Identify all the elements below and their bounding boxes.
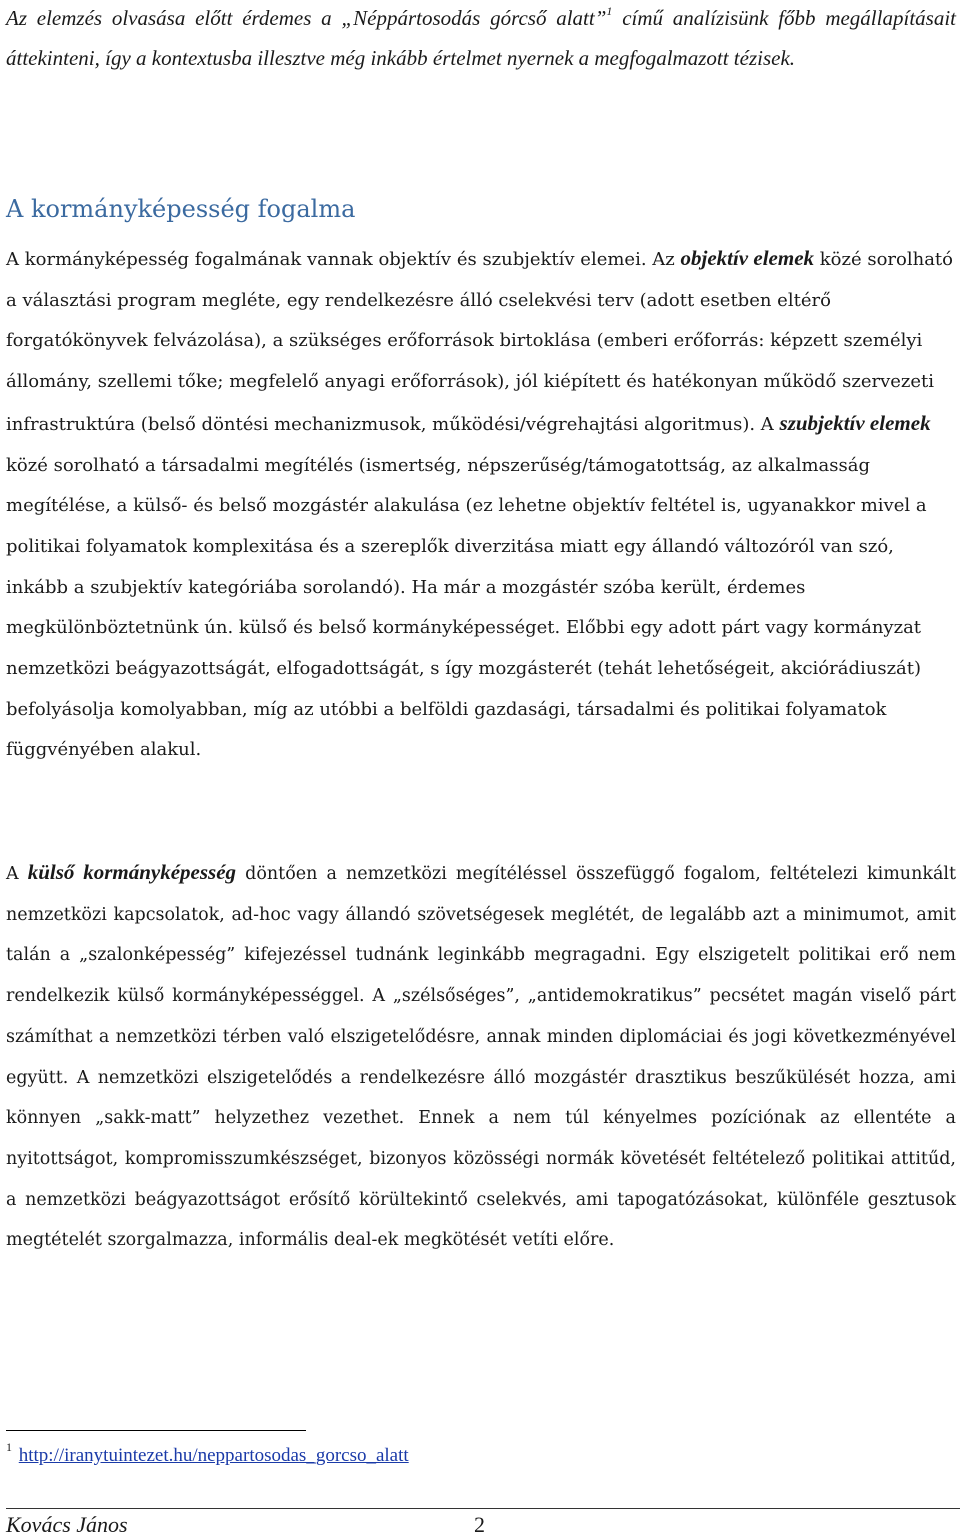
paragraph2-text: döntően a nemzetközi megítéléssel összefüggő fogalom, feltételezi kimunkált nemzetközi kapcsolatok, ad-hoc vagy állandó szövetségesek meglétét, de legalább azt a minimumot, amit talán a „szalonképesség” kifejezéssel tudnánk leginkább megragadni. Egy elszigetelt politikai erő nem rendelkezik külső kormányképességgel. A „szélsőséges”, „antidemokratikus” pecsétet magán viselő párt számíthat a nemzetközi térben való elszigetelődésre, annak minden diplomáciai és jogi következményével együtt. A nemzetközi elszigetelődés a rendelkezésre álló mozgástér drasztikus beszűkülését hozza, ami könnyen „sakk-matt” helyzethez vezethet. Ennek a nem túl kényelmes pozíciónak az ellentéte a nyitottságot, kompromisszumkészséget, bizonyos közösségi normák követését feltételező politikai attitűd, a nemzetközi beágyazottságot erősítő körültekintő cselekvés, ami tapogatózásokat, különféle gesztusok megtételét szorgalmazza, informális deal-ek megkötését vetíti előre. <box>6 864 957 1251</box>
paragraph1-text: közé sorolható a választási program megléte, egy rendelkezésre álló cselekvési terv (adott esetben eltérő forgatókönyvek felvázolása), a szükséges erőforrások birtoklása (emberi erőforrás: képzett személyi állomány, szellemi tőke; megfelelő anyagi erőforrások), jól kiépített és hatékonyan működő szervezeti infrastruktúra (belső döntési mechanizmusok, működési/végrehajtási algoritmus). A <box>6 249 954 435</box>
footnote-separator <box>6 1430 306 1431</box>
lead-text: A kormányképesség fogalmának vannak objektív és szubjektív elemei. Az <box>6 249 681 270</box>
page-number: 2 <box>474 1512 485 1537</box>
paragraph2-lead: A <box>6 864 28 884</box>
intro-paragraph <box>6 0 956 78</box>
footnote <box>6 1440 409 1467</box>
footer-author: Kovács János <box>6 1512 128 1537</box>
paragraph1-text-continued: közé sorolható a társadalmi megítélés (ismertség, népszerűség/támogatottság, az alkalmasság megítélése, a külső- és belső mozgástér alakulása (ez lehetne objektív feltétel is, ugyanakkor mivel a politikai folyamatok komplexitása és a szereplők diverzitása miatt egy állandó változóról van szó, inkább a szubjektív kategóriába sorolandó). Ha már a mozgástér szóba került, érdemes megkülönböztetnünk ún. külső és belső kormányképességet. Előbbi egy adott párt vagy kormányzat nemzetközi beágyazottságát, elfogadottságát, s így mozgásterét (tehát lehetőségeit, akciórádiuszát) befolyásolja komolyabban, míg az utóbbi a belföldi gazdasági, társadalmi és politikai folyamatok függvényében alakul. <box>6 454 927 761</box>
paragraph-external-capability <box>6 852 956 1261</box>
intro-text: Az elemzés olvasása előtt érdemes a „Néppártosodás górcső alatt” <box>6 6 607 30</box>
section-lead <box>6 238 956 771</box>
objective-elements-term: objektív elemek <box>680 246 815 270</box>
footnote-link[interactable]: http://iranytuintezet.hu/neppartosodas_gorcso_alatt <box>18 1445 409 1466</box>
section-heading: A kormányképesség fogalma <box>6 195 356 223</box>
footnote-reference[interactable]: 1 <box>606 4 613 18</box>
subjective-elements-term: szubjektív elemek <box>779 410 931 435</box>
footnote-number: 1 <box>6 1440 12 1454</box>
external-capability-term: külső kormányképesség <box>27 860 237 884</box>
intro-text-continued: című analízisünk főbb megállapításait áttekinteni, így a kontextusba illesztve még inkább értelmet nyernek a megfogalmazott tézisek. <box>6 6 956 70</box>
footer-separator <box>6 1508 960 1509</box>
